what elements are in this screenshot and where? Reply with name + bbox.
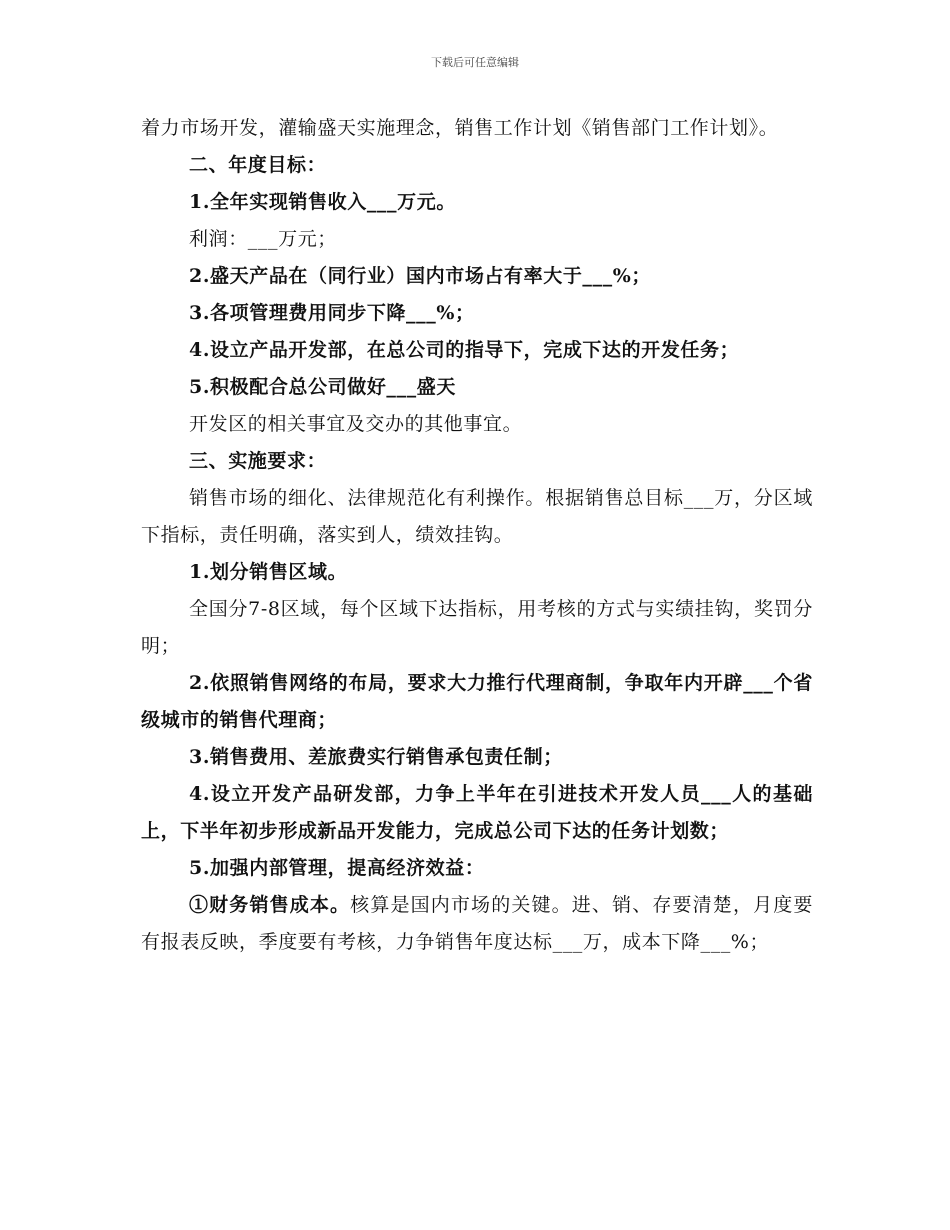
- paragraph-text: 全国分7-8区域，每个区域下达指标，用考核的方式与实绩挂钩，奖罚分明；: [141, 598, 813, 657]
- paragraph: [141, 221, 813, 258]
- paragraph: [141, 591, 813, 665]
- paragraph-text: 1.划分销售区域。: [189, 561, 348, 583]
- paragraph: [141, 147, 813, 184]
- paragraph-text-rest: 核算是国内市场的关键。进、销、存要清楚，月度要有报表反映，季度要有考核，力争销售年度达标___万，成本下降___%；: [141, 894, 813, 953]
- paragraph-text: 5.加强内部管理，提高经济效益：: [189, 857, 485, 879]
- paragraph-text: 利润：___万元；: [189, 228, 337, 250]
- paragraph: [141, 295, 813, 332]
- paragraph-text: 4.设立开发产品研发部，力争上半年在引进技术开发人员___人的基础上，下半年初步形成新品开发能力，完成总公司下达的任务计划数；: [141, 783, 813, 842]
- paragraph: [141, 406, 813, 443]
- paragraph: [141, 665, 813, 739]
- paragraph-text: ①财务销售成本。: [189, 894, 351, 916]
- paragraph: [141, 369, 813, 406]
- paragraph-text: 开发区的相关事宜及交办的其他事宜。: [189, 413, 523, 435]
- paragraph: [141, 480, 813, 554]
- document-body: [141, 110, 813, 961]
- page-header: 下载后可任意编辑: [431, 56, 519, 69]
- paragraph-text: 销售市场的细化、法律规范化有利操作。根据销售总目标___万，分区域下指标，责任明确，落实到人，绩效挂钩。: [141, 487, 813, 546]
- paragraph: [141, 258, 813, 295]
- paragraph-text: 1.全年实现销售收入___万元。: [189, 191, 456, 213]
- paragraph-text: 2.盛天产品在（同行业）国内市场占有率大于___%；: [189, 265, 651, 287]
- paragraph: [141, 887, 813, 961]
- paragraph-text: 三、实施要求：: [189, 450, 327, 472]
- paragraph-text: 3.各项管理费用同步下降___%；: [189, 302, 475, 324]
- paragraph: [141, 739, 813, 776]
- paragraph-text: 5.积极配合总公司做好___盛天: [189, 376, 456, 398]
- paragraph: [141, 184, 813, 221]
- paragraph: [141, 443, 813, 480]
- paragraph-text: 2.依照销售网络的布局，要求大力推行代理商制，争取年内开辟___个省级城市的销售代理商；: [141, 672, 813, 731]
- paragraph-text: 4.设立产品开发部，在总公司的指导下，完成下达的开发任务；: [189, 339, 740, 361]
- paragraph-text: 二、年度目标：: [189, 154, 327, 176]
- paragraph-text: 3.销售费用、差旅费实行销售承包责任制；: [189, 746, 563, 768]
- paragraph: [141, 332, 813, 369]
- paragraph: [141, 776, 813, 850]
- paragraph: [141, 850, 813, 887]
- paragraph-text: 着力市场开发，灌输盛天实施理念，销售工作计划《销售部门工作计划》。: [141, 117, 779, 139]
- paragraph: [141, 554, 813, 591]
- paragraph: [141, 110, 813, 147]
